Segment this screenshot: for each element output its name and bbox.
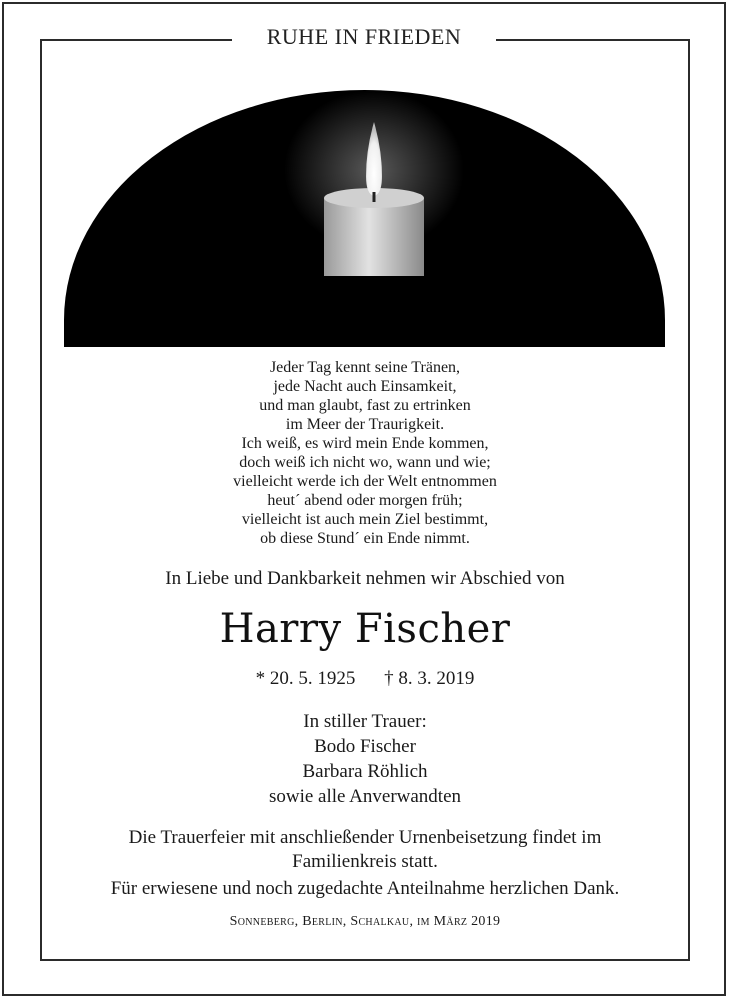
mourners-title: In stiller Trauer: — [303, 711, 427, 732]
life-dates — [40, 668, 690, 690]
poem-line: heut´ abend oder morgen früh; — [267, 492, 463, 509]
place-and-date: Sonneberg, Berlin, Schalkau, im März 2019 — [229, 914, 501, 929]
death-date: † 8. 3. 2019 — [384, 668, 475, 689]
poem-line: vielleicht werde ich der Welt entnommen — [233, 473, 497, 490]
funeral-notice — [40, 826, 690, 874]
poem-line: vielleicht ist auch mein Ziel bestimmt, — [241, 511, 489, 528]
poem-line: Ich weiß, es wird mein Ende kommen, — [241, 435, 489, 452]
candle-image — [64, 80, 665, 347]
mourner-name: Barbara Röhlich — [302, 761, 428, 782]
mourner-name: sowie alle Anverwandten — [268, 786, 462, 807]
mourners — [40, 709, 690, 809]
deceased-name: Harry Fischer — [219, 606, 511, 652]
poem-line: Jeder Tag kennt seine Tränen, — [269, 359, 461, 376]
funeral-notice-line: Familienkreis statt. — [292, 851, 438, 872]
farewell-intro: In Liebe und Dankbarkeit nehmen wir Abschied von — [165, 568, 565, 589]
poem-line: ob diese Stund´ ein Ende nimmt. — [260, 530, 470, 547]
poem-line: doch weiß ich nicht wo, wann und wie; — [239, 454, 491, 471]
heading-rule-right — [496, 39, 690, 41]
poem-line: jede Nacht auch Einsamkeit, — [273, 378, 457, 395]
poem — [65, 358, 665, 548]
poem-line: im Meer der Traurigkeit. — [285, 416, 445, 433]
mourner-name: Bodo Fischer — [314, 736, 416, 757]
funeral-notice-line: Die Trauerfeier mit anschließender Urnenbeisetzung findet im — [128, 827, 602, 848]
poem-line: und man glaubt, fast zu ertrinken — [259, 397, 471, 414]
thanks-note: Für erwiesene und noch zugedachte Anteilnahme herzlichen Dank. — [110, 878, 620, 899]
heading-rule-left — [40, 39, 232, 41]
birth-date: * 20. 5. 1925 — [255, 668, 356, 689]
heading: RUHE IN FRIEDEN — [266, 24, 462, 49]
